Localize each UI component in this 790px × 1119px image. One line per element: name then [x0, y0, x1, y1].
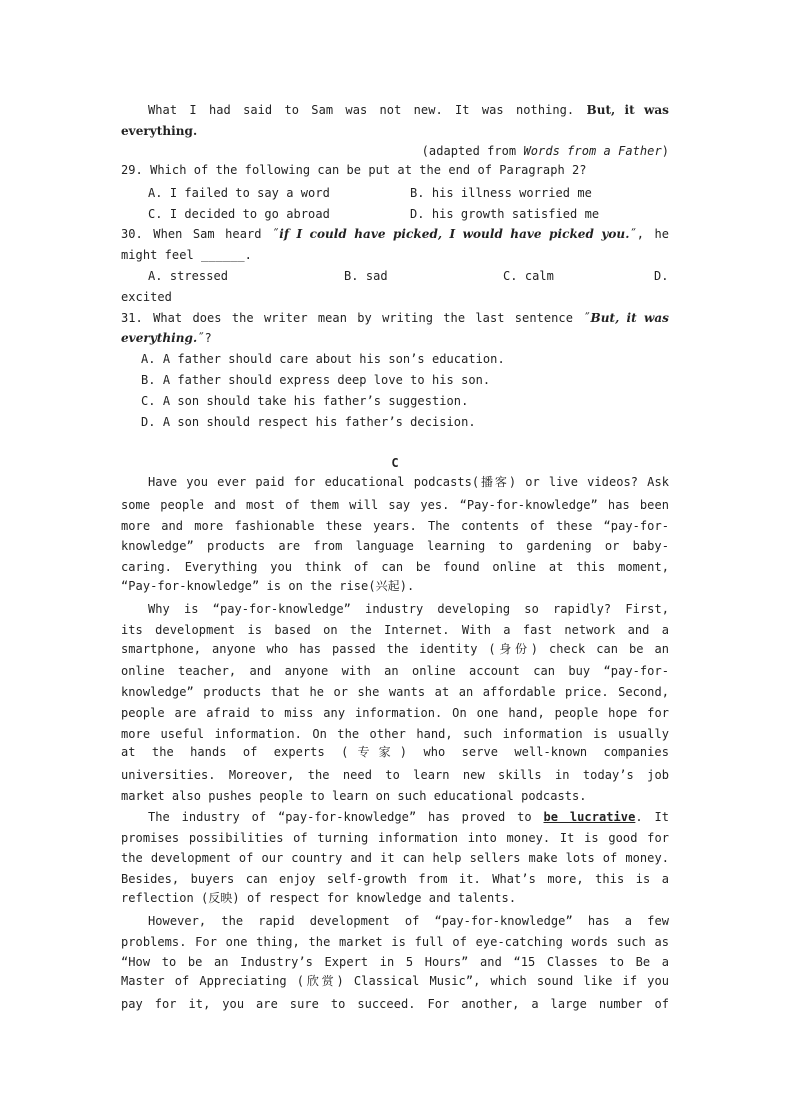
citation-suffix: ) [661, 144, 669, 158]
option-a[interactable]: A. I failed to say a word [148, 186, 330, 200]
question-31-option-b[interactable]: B. A father should express deep love to his son. [141, 373, 491, 387]
citation-prefix: (adapted from [421, 144, 524, 158]
passage-c-line: more useful information. On the other hand, such information is usually [121, 727, 669, 741]
passage-c-line: market also pushes people to learn on such educational podcasts. [121, 789, 587, 803]
option-a[interactable]: A. stressed [148, 269, 229, 283]
option-b[interactable]: B. sad [344, 269, 388, 283]
line-text: . It [635, 810, 669, 824]
passage-c-line: “Pay-for-knowledge” is on the rise(兴起). [121, 579, 415, 593]
section-heading-c: C [391, 456, 399, 470]
stem-prefix: 31. What does the writer mean by writing the last sentence ˝ [121, 311, 591, 325]
passage-c-line: knowledge” products that he or she wants at an affordable price. Second, [121, 685, 669, 699]
passage-c-line: promises possibilities of turning information into money. It is good for [121, 831, 669, 845]
line-text: The industry of “pay-for-knowledge” has proved to [148, 810, 532, 824]
passage-c-line: problems. For one thing, the market is full of eye-catching words such as [121, 935, 669, 949]
passage-c-line: online teacher, and anyone with an online account can buy “pay-for- [121, 664, 669, 678]
passage-c-line: However, the rapid development of “pay-for-knowledge” has a few [148, 914, 669, 928]
bold-text: But, it was [586, 103, 669, 117]
question-30-stem [121, 226, 669, 242]
bold-text: everything. [121, 124, 198, 138]
passage-c-line: pay for it, you are sure to succeed. For another, a large number of [121, 997, 669, 1011]
passage-c-line: reflection (反映) of respect for knowledge and talents. [121, 891, 517, 905]
citation-title: Words from a Father [523, 144, 662, 158]
option-c[interactable]: C. calm [503, 269, 554, 283]
passage-c-line: universities. Moreover, the need to learn new skills in today’s job [121, 768, 669, 782]
question-29-stem: 29. Which of the following can be put at the end of Paragraph 2? [121, 163, 587, 177]
quoted-text: if I could have picked, I would have picked you. [279, 227, 630, 241]
question-31-stem-line2 [121, 330, 669, 346]
question-31-option-d[interactable]: D. A son should respect his father’s decision. [141, 415, 476, 429]
passage-c-line: smartphone, anyone who has passed the identity (身份) check can be an [121, 642, 669, 656]
quoted-text: But, it was [590, 311, 669, 325]
question-30-option-d-text: excited [121, 290, 172, 304]
question-29-options-row2 [148, 206, 669, 222]
passage-c-line: Master of Appreciating (欣赏) Classical Music”, which sound like if you [121, 974, 669, 988]
question-30-options [148, 268, 669, 284]
passage-c-paragraph-3-first-line [148, 809, 669, 825]
passage-c-line: people are afraid to miss any information. On one hand, people hope for [121, 706, 669, 720]
paragraph-text: What I had said to Sam was not new. It was nothing. [148, 103, 575, 117]
passage-b-last-line [121, 123, 669, 139]
question-29-options-row1 [148, 185, 669, 201]
question-31-stem [121, 310, 669, 326]
source-citation [121, 143, 669, 159]
passage-c-line: Have you ever paid for educational podcasts(播客) or live videos? Ask [148, 475, 669, 489]
question-30-stem-line2: might feel ______. [121, 248, 252, 262]
stem-prefix: 30. When Sam heard ˝ [121, 227, 280, 241]
question-31-option-c[interactable]: C. A son should take his father’s suggestion. [141, 394, 469, 408]
stem-suffix: ˝, he [629, 227, 670, 241]
passage-c-line: knowledge” products are from language learning to gardening or baby- [121, 539, 669, 553]
underlined-phrase: be lucrative [543, 810, 636, 824]
quoted-text: everything. [121, 331, 198, 345]
option-d[interactable]: D. his growth satisfied me [410, 207, 600, 221]
passage-c-line: “How to be an Industry’s Expert in 5 Hours” and “15 Classes to Be a [121, 955, 669, 969]
option-b[interactable]: B. his illness worried me [410, 186, 592, 200]
passage-c-line: caring. Everything you think of can be found online at this moment, [121, 560, 669, 574]
passage-c-line: more and more fashionable these years. The contents of these “pay-for- [121, 519, 669, 533]
question-31-option-a[interactable]: A. A father should care about his son’s education. [141, 352, 505, 366]
option-d[interactable]: D. [654, 269, 669, 283]
passage-c-line: Why is “pay-for-knowledge” industry developing so rapidly? First, [148, 602, 669, 616]
passage-b-last-paragraph [148, 102, 669, 118]
passage-c-line: the development of our country and it can help sellers make lots of money. [121, 851, 669, 865]
passage-c-line: at the hands of experts (专家) who serve well-known companies [121, 745, 669, 759]
passage-c-line: Besides, buyers can enjoy self-growth from it. What’s more, this is a [121, 872, 669, 886]
option-c[interactable]: C. I decided to go abroad [148, 207, 330, 221]
passage-c-line: its development is based on the Internet. With a fast network and a [121, 623, 669, 637]
stem-suffix: ˝? [197, 331, 212, 345]
passage-c-line: some people and most of them will say yes. “Pay-for-knowledge” has been [121, 498, 669, 512]
